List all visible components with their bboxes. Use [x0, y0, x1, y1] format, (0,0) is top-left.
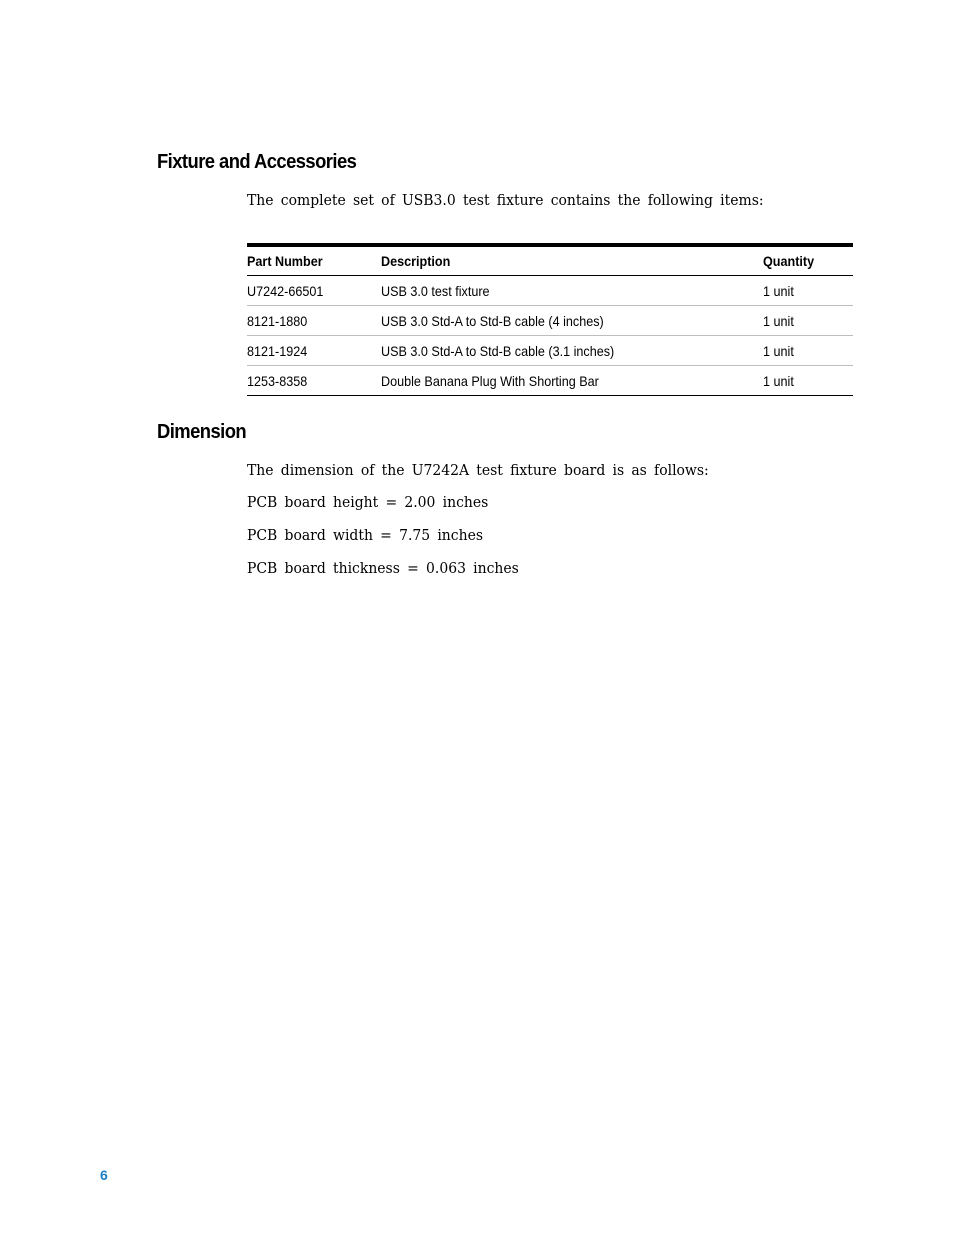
board-height-text: PCB board height = 2.00 inches: [247, 493, 489, 511]
parts-table: [247, 243, 853, 396]
fixture-intro-text: The complete set of USB3.0 test fixture contains the following items:: [247, 191, 764, 209]
header-quantity: Quantity: [763, 245, 853, 276]
cell-part-number: 1253-8358: [247, 366, 381, 396]
cell-description: Double Banana Plug With Shorting Bar: [381, 366, 763, 396]
page-number: 6: [100, 1167, 108, 1183]
cell-description: USB 3.0 Std-A to Std-B cable (3.1 inches): [381, 336, 763, 366]
cell-description: USB 3.0 test fixture: [381, 276, 763, 306]
table-row: [247, 276, 853, 306]
cell-part-number: 8121-1880: [247, 306, 381, 336]
cell-quantity: 1 unit: [763, 276, 853, 306]
cell-part-number: U7242-66501: [247, 276, 381, 306]
cell-quantity: 1 unit: [763, 306, 853, 336]
table-row: [247, 366, 853, 396]
cell-part-number: 8121-1924: [247, 336, 381, 366]
cell-quantity: 1 unit: [763, 366, 853, 396]
table-header-row: [247, 245, 853, 276]
table-row: [247, 306, 853, 336]
section-title-dimension: Dimension: [157, 421, 247, 443]
table-row: [247, 336, 853, 366]
header-description: Description: [381, 245, 763, 276]
board-width-text: PCB board width = 7.75 inches: [247, 526, 484, 544]
cell-quantity: 1 unit: [763, 336, 853, 366]
dimension-intro-text: The dimension of the U7242A test fixture board is as follows:: [247, 461, 709, 479]
header-part-number: Part Number: [247, 245, 381, 276]
board-thickness-text: PCB board thickness = 0.063 inches: [247, 559, 519, 577]
cell-description: USB 3.0 Std-A to Std-B cable (4 inches): [381, 306, 763, 336]
section-title-fixture: Fixture and Accessories: [157, 151, 357, 173]
